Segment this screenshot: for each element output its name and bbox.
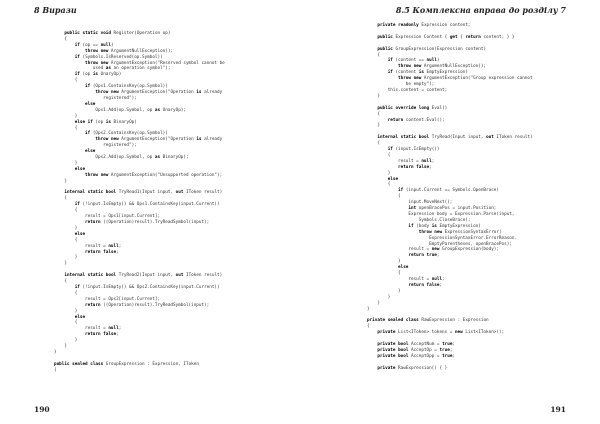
code-line: } [54, 225, 78, 231]
code-line: if (Ops1.ContainsKey(op.Symbol)) [85, 84, 168, 90]
code-line: else [85, 101, 96, 107]
code-line: Ops2.Add(op.Symbol, op as BinaryOp); [54, 155, 189, 161]
code-line: return ((Operation)result).TryReadSymbol(input); [85, 302, 210, 308]
code-line: { [367, 111, 380, 117]
code-line: } [367, 123, 380, 129]
code-line: return false; [85, 332, 119, 338]
code-line: ExpressionSyntaxError.ErrorReason. [367, 235, 518, 241]
code-line: throw new ArgumentException("Reserved symbol cannot be [85, 60, 225, 66]
left-code-listing [54, 31, 225, 374]
code-line: private List<IToken> tokens = new List<IToken>(); [377, 330, 505, 336]
code-line: if (op == null) [74, 42, 114, 48]
code-line: private bool AcceptOpp = true; [377, 353, 456, 359]
code-line: if (Ops2.ContainsKey(op.Symbol)) [85, 131, 168, 137]
left-page-number: 190 [34, 405, 50, 414]
code-line: { [54, 78, 78, 84]
code-line: registered"); [54, 95, 137, 101]
code-line: public static void Register(Operation op) [64, 31, 171, 36]
code-line: throw new ArgumentException("Operation is already [95, 137, 223, 143]
code-line: result = Ops1[input.Current]; [54, 214, 161, 220]
code-line: private RawExpression() { } [377, 365, 448, 371]
code-line: if (body is EmptyExpression) [408, 223, 481, 229]
code-line: else [85, 149, 96, 155]
right-page-header: 8.5 Комплексна вправа до розділу 7 [395, 5, 566, 15]
code-line: throw new ExpressionSyntaxError( [418, 229, 502, 235]
code-line: else [74, 314, 86, 320]
code-line: if (Symbols.IsReserved(op.Symbol)) [74, 54, 163, 60]
code-line: return false; [398, 164, 432, 170]
code-line: private bool AcceptNum = true; [377, 341, 456, 347]
left-page-header: 8 Вирази [34, 5, 77, 15]
code-line: if (op is UnaryOp) [74, 72, 122, 78]
code-line: } [54, 113, 78, 119]
code-line: result = Ops2[input.Current]; [54, 296, 161, 302]
code-line: Expression body = Expression.Parse(input, [367, 212, 515, 217]
code-line: result = null; [54, 326, 122, 332]
code-line: throw new ArgumentException("Operation is already [95, 90, 223, 96]
code-line: return false; [85, 249, 119, 255]
code-line: return true; [408, 253, 440, 259]
code-line: { [367, 52, 380, 58]
code-line: } [54, 308, 78, 314]
code-line: public Expression Content { get { return content; } } [377, 34, 515, 40]
code-line: } [54, 160, 78, 166]
code-line: else [74, 166, 86, 172]
code-line: internal static bool TryRead2(Input input, out IToken result) [64, 273, 223, 279]
code-line: { [367, 324, 370, 330]
code-line: else [74, 231, 86, 237]
code-line: } [54, 255, 78, 261]
code-line: } [54, 178, 67, 184]
code-line: { [54, 237, 78, 243]
right-code-listing [367, 23, 533, 371]
code-line: { [54, 367, 57, 373]
code-line: result = null; [367, 276, 445, 282]
code-line: result = new GroupExpression(body); [367, 247, 499, 253]
code-line: { [54, 290, 78, 296]
right-page-number: 191 [550, 405, 566, 414]
code-line: private sealed class RawExpression : Expression [367, 318, 489, 324]
code-line: EmptyParentheses, openBracePos); [367, 241, 512, 247]
code-line: throw new ArgumentException("Unsupported operation"); [85, 172, 223, 178]
code-line: public sealed class GroupExpression : Expression, IToken [54, 361, 199, 367]
code-line: Symbols.CloseBrace); [367, 217, 471, 223]
code-line: int openBracePos = input.Position; [408, 206, 497, 212]
code-line: if (!input.IsEmpty() && Ops1.ContainsKey(input.Current)) [74, 202, 220, 208]
code-line: if (input.IsEmpty()) [387, 147, 440, 153]
code-line: if (content is EmptyExpression) [387, 70, 468, 76]
code-line: else [387, 176, 399, 182]
code-line: else if (op is BinaryOp) [74, 119, 137, 125]
code-line: if (!input.IsEmpty() && Ops2.ContainsKey(input.Current)) [74, 284, 220, 290]
code-line: result = null; [54, 243, 122, 249]
code-line: { [54, 36, 67, 42]
right-page [300, 0, 600, 424]
code-line: Ops1.Add(op.Symbol, op as UnaryOp); [54, 107, 186, 113]
code-line: { [54, 208, 78, 214]
code-line: public GroupExpression(Expression content) [377, 46, 487, 52]
code-line: } [54, 261, 67, 267]
code-line: } [367, 300, 380, 306]
code-line: { [367, 152, 391, 158]
code-line: { [367, 182, 391, 188]
code-line: { [54, 279, 67, 285]
code-line: this.content = content; [367, 87, 448, 93]
code-line: else [398, 265, 409, 271]
code-line: be empty"); [367, 82, 435, 88]
code-line: } [367, 259, 401, 265]
code-line: if (input.Current == Symbols.OpenBrace) [398, 188, 499, 194]
code-line: } [367, 93, 380, 99]
code-line: } [367, 288, 401, 294]
code-line: input.MoveNext(); [367, 200, 453, 206]
code-line: } [367, 170, 391, 176]
code-line: { [54, 125, 78, 131]
code-line: } [54, 349, 57, 355]
code-line: } [54, 344, 67, 350]
code-line: { [367, 141, 380, 147]
code-line: } [367, 306, 370, 312]
code-line: throw new ArgumentException("Group expression cannot [398, 76, 533, 82]
code-line: return ((Operation)result).TryReadSymbol(input); [85, 220, 210, 225]
code-line: if (content == null) [387, 58, 440, 64]
code-line: { [367, 194, 401, 200]
code-line: private bool AcceptOp = true; [377, 347, 453, 353]
code-line: result = null; [367, 158, 435, 164]
code-line: { [54, 320, 78, 326]
code-line: return false; [408, 282, 443, 288]
code-line: throw new ArgumentNullException(); [398, 64, 487, 70]
code-line: used as an operation symbol"); [54, 66, 171, 72]
code-line: internal static bool TryRead(Input input, out IToken result) [377, 135, 533, 141]
code-line: return content.Eval(); [387, 117, 445, 123]
code-line: { [367, 271, 401, 277]
code-line: } [54, 338, 78, 344]
code-line: internal static bool TryRead1(Input input, out IToken result) [64, 190, 223, 196]
code-line: public override long Eval() [377, 105, 448, 111]
code-line: { [54, 196, 67, 202]
code-line: private readonly Expression content; [377, 23, 471, 28]
code-line: registered"); [54, 143, 137, 149]
code-line: throw new ArgumentNullException(); [85, 48, 174, 54]
code-line: } [367, 294, 391, 300]
